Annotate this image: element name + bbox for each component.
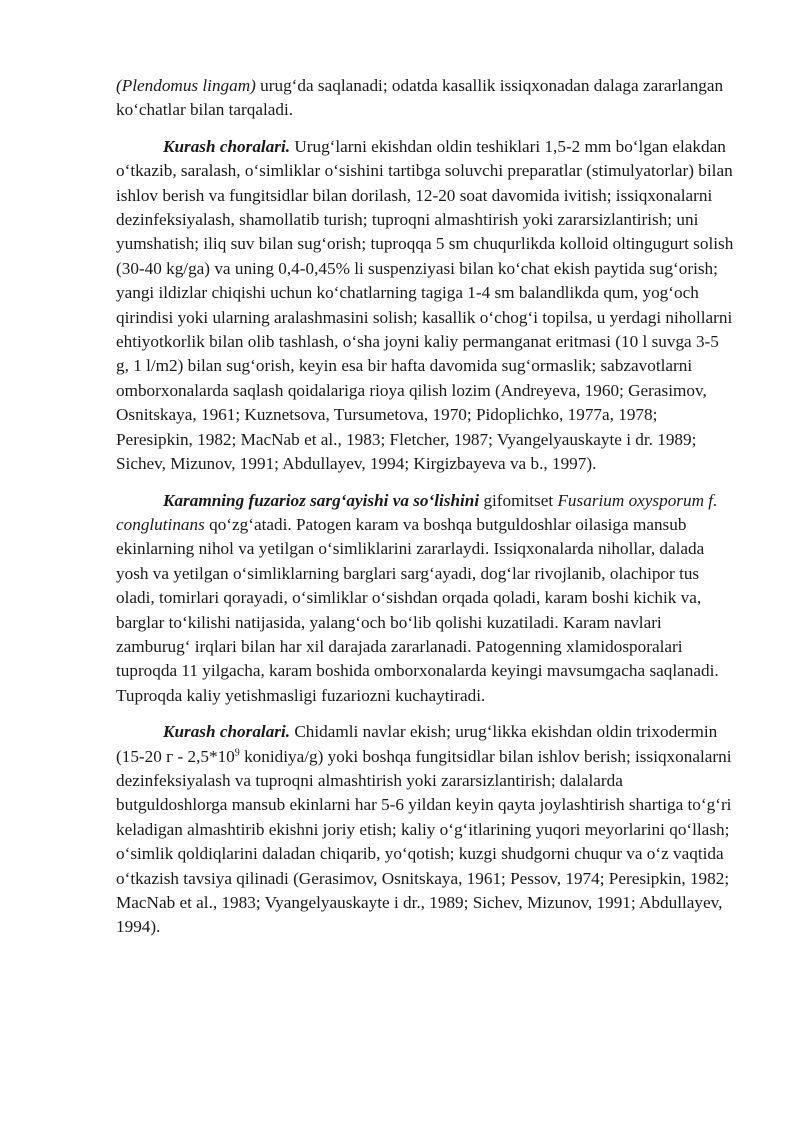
paragraph-2 <box>116 135 736 477</box>
paragraph-3-connector: gifomitset <box>479 490 558 510</box>
paragraph-4-text-a: Chidamli navlar ekish; urug‘likka ekishdan oldin trixodermin (15-20 г - 2,5*10 <box>116 722 718 766</box>
paragraph-1-text: urug‘da saqlanadi; odatda kasallik issiqxonadan dalaga zararlangan ko‘chatlar bilan tarqaladi. <box>116 76 724 120</box>
section-heading-control-measures: Kurash choralari. <box>163 136 291 156</box>
section-heading-fusarium: Karamning fuzarioz sarg‘ayishi va so‘lishini <box>163 490 480 510</box>
paragraph-3-text: qo‘zg‘atadi. Patogen karam va boshqa butguldoshlar oilasiga mansub ekinlarning nihol va yetilgan o‘simliklarini zararlaydi. Issiqxonalarda nihollar, dalada yosh va yetilgan o‘simliklarning barglari sarg‘ayadi, dog‘lar rivojlanib, olachipor tus oladi, tomirlari qorayadi, o‘simliklar o‘sishdan orqada qoladi, karam boshi kichik va, barglar to‘kilishi natijasida, yalang‘och bo‘lib qolishi kuzatiladi. Karam navlari zamburug‘ irqlari bilan har xil darajada zararlanadi. Patogenning xlamidosporalari tuproqda 11 yilgacha, karam boshida omborxonalarda keyingi mavsumgacha saqlanadi. Tuproqda kaliy yetishmasligi fuzariozni kuchaytiradi. <box>116 514 719 705</box>
species-name: Fusarium oxysporum f. conglutinans <box>116 490 718 534</box>
exponent: 9 <box>234 746 240 758</box>
pathogen-name: (Plendomus lingam) <box>116 76 256 95</box>
text-body <box>116 74 736 952</box>
paragraph-2-text: Urug‘larni ekishdan oldin teshiklari 1,5-2 mm bo‘lgan elakdan o‘tkazib, saralash, o‘simliklar o‘sishini tartibga soluvchi preparatlar (stimulyatorlar) bilan ishlov berish va fungitsidlar bilan dorilash, 12-20 soat davomida ivitish; issiqxonalarni dezinfeksiyalash, shamollatib turish; tuproqni almashtirish yoki zararsizlantirish; uni yumshatish; iliq suv bilan sug‘orish; tuproqqa 5 sm chuqurlikda kolloid oltingugurt solish (30-40 kg/ga) va uning 0,4-0,45% li suspenziyasi bilan ko‘chat ekish paytida sug‘orish; yangi ildizlar chiqishi uchun ko‘chatlarning tagiga 1-4 sm balandlikda qum, yog‘och qirindisi yoki ularning aralashmasini solish; kasallik o‘chog‘i topilsa, u yerdagi nihollarni ehtiyotkorlik bilan olib tashlash, o‘sha joyni kaliy permanganat eritmasi (10 l suvga 3-5 g, 1 l/m2) bilan sug‘orish, keyin esa bir hafta davomida sug‘ormaslik; sabzavotlarni omborxonalarda saqlash qoidalariga rioya qilish lozim (Andreyeva, 1960; Gerasimov, Osnitskaya, 1961; Kuznetsova, Tursumetova, 1970; Pidoplichko, 1977a, 1978; Peresipkin, 1982; MacNab et al., 1983; Fletcher, 1987; Vyangelyauskayte i dr. 1989; Sichev, Mizunov, 1991; Abdullayev, 1994; Kirgizbayeva va b., 1997). <box>116 136 734 474</box>
paragraph-4 <box>116 720 736 940</box>
paragraph-3 <box>116 489 736 709</box>
paragraph-1 <box>116 74 736 123</box>
section-heading-control-measures-2: Kurash choralari. <box>163 722 291 742</box>
paragraph-4-text-b: konidiya/g) yoki boshqa fungitsidlar bilan ishlov berish; issiqxonalarni dezinfeksiyalash va tuproqni almashtirish yoki zararsizlantirish; dalalarda butguldoshlorga mansub ekinlarni har 5-6 yildan keyin qayta joylashtirish shartiga to‘g‘ri keladigan almashtirib ekishni joriy etish; kaliy o‘g‘itlarining yuqori meyorlarini qo‘llash; o‘simlik qoldiqlarini daladan chiqarib, yo‘qotish; kuzgi shudgorni chuqur va o‘z vaqtida o‘tkazish tavsiya qilinadi (Gerasimov, Osnitskaya, 1961; Pessov, 1974; Peresipkin, 1982; MacNab et al., 1983; Vyangelyauskayte i dr., 1989; Sichev, Mizunov, 1991; Abdullayev, 1994). <box>116 746 732 937</box>
